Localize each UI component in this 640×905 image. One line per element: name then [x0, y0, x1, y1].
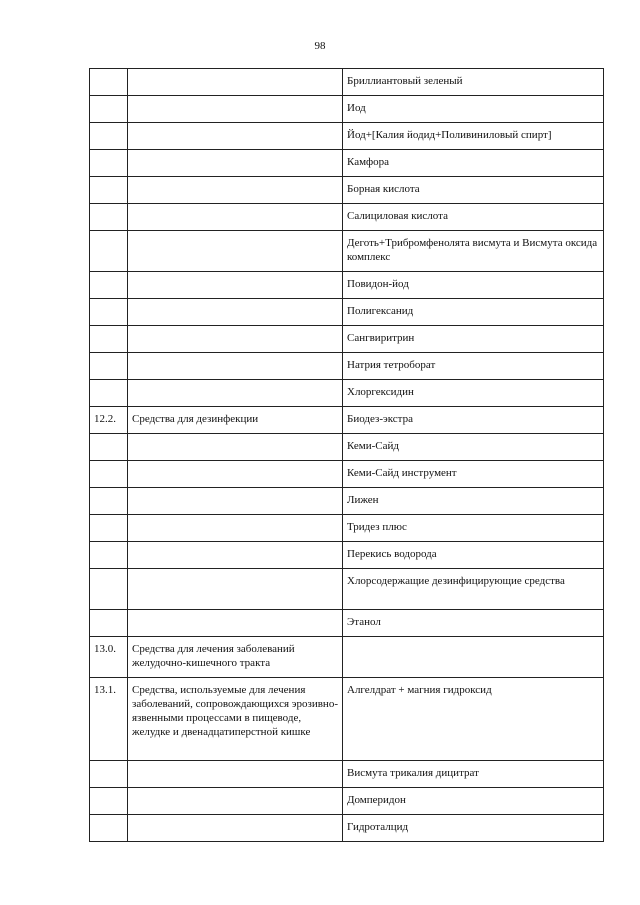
table-row	[90, 434, 604, 461]
group-name	[128, 177, 343, 204]
row-number: 12.2.	[90, 407, 128, 434]
group-name	[128, 788, 343, 815]
row-number	[90, 488, 128, 515]
row-number	[90, 123, 128, 150]
group-name	[128, 610, 343, 637]
item-name: Домперидон	[343, 788, 604, 815]
table-row	[90, 637, 604, 678]
row-number	[90, 272, 128, 299]
table-row	[90, 569, 604, 610]
item-name: Камфора	[343, 150, 604, 177]
group-name	[128, 272, 343, 299]
item-name: Кеми-Сайд	[343, 434, 604, 461]
item-name: Кеми-Сайд инструмент	[343, 461, 604, 488]
row-number	[90, 353, 128, 380]
group-name	[128, 326, 343, 353]
row-number	[90, 177, 128, 204]
group-name	[128, 461, 343, 488]
group-name: Средства для лечения заболеваний желудочно-кишечного тракта	[128, 637, 343, 678]
item-name: Лижен	[343, 488, 604, 515]
row-number	[90, 326, 128, 353]
row-number	[90, 461, 128, 488]
table-row	[90, 761, 604, 788]
row-number	[90, 231, 128, 272]
group-name	[128, 150, 343, 177]
item-name: Йод+[Калия йодид+Поливиниловый спирт]	[343, 123, 604, 150]
item-name: Хлоргексидин	[343, 380, 604, 407]
table-row	[90, 272, 604, 299]
row-number	[90, 299, 128, 326]
table-row	[90, 461, 604, 488]
row-number	[90, 815, 128, 842]
item-name	[343, 637, 604, 678]
group-name	[128, 488, 343, 515]
group-name	[128, 231, 343, 272]
item-name: Тридез плюс	[343, 515, 604, 542]
item-name: Сангвиритрин	[343, 326, 604, 353]
table-row	[90, 788, 604, 815]
table-row	[90, 380, 604, 407]
table-row	[90, 407, 604, 434]
item-name: Иод	[343, 96, 604, 123]
row-number	[90, 761, 128, 788]
group-name: Средства для дезинфекции	[128, 407, 343, 434]
table-row	[90, 488, 604, 515]
row-number: 13.0.	[90, 637, 128, 678]
row-number	[90, 542, 128, 569]
group-name	[128, 761, 343, 788]
row-number	[90, 434, 128, 461]
table-row	[90, 96, 604, 123]
group-name	[128, 204, 343, 231]
row-number	[90, 788, 128, 815]
table-row	[90, 204, 604, 231]
row-number	[90, 380, 128, 407]
table-row	[90, 353, 604, 380]
row-number	[90, 69, 128, 96]
table-row	[90, 150, 604, 177]
group-name	[128, 69, 343, 96]
group-name	[128, 515, 343, 542]
item-name: Деготь+Трибромфенолята висмута и Висмута оксида комплекс	[343, 231, 604, 272]
table-row	[90, 123, 604, 150]
page-number: 98	[314, 40, 326, 52]
table-row	[90, 326, 604, 353]
item-name: Хлорсодержащие дезинфицирующие средства	[343, 569, 604, 610]
group-name	[128, 569, 343, 610]
medicines-table	[89, 68, 604, 842]
item-name: Натрия тетроборат	[343, 353, 604, 380]
row-number	[90, 96, 128, 123]
group-name	[128, 542, 343, 569]
row-number: 13.1.	[90, 678, 128, 761]
table-row	[90, 177, 604, 204]
item-name: Этанол	[343, 610, 604, 637]
item-name: Бриллиантовый зеленый	[343, 69, 604, 96]
table-row	[90, 299, 604, 326]
item-name: Повидон-йод	[343, 272, 604, 299]
group-name: Средства, используемые для лечения заболеваний, сопровождающихся эрозивно- язвенными процессами в пищеводе, желудке и двенадцатиперстной кишке	[128, 678, 343, 761]
table-row	[90, 815, 604, 842]
row-number	[90, 569, 128, 610]
row-number	[90, 610, 128, 637]
group-name	[128, 299, 343, 326]
row-number	[90, 150, 128, 177]
table-row	[90, 515, 604, 542]
table-row	[90, 542, 604, 569]
group-name	[128, 353, 343, 380]
item-name: Перекись водорода	[343, 542, 604, 569]
item-name: Алгелдрат + магния гидроксид	[343, 678, 604, 761]
item-name: Биодез-экстра	[343, 407, 604, 434]
item-name: Салициловая кислота	[343, 204, 604, 231]
row-number	[90, 204, 128, 231]
group-name	[128, 96, 343, 123]
table-row	[90, 231, 604, 272]
group-name	[128, 380, 343, 407]
table-row	[90, 610, 604, 637]
item-name: Борная кислота	[343, 177, 604, 204]
item-name: Гидроталцид	[343, 815, 604, 842]
group-name	[128, 815, 343, 842]
table-row	[90, 678, 604, 761]
table-row	[90, 69, 604, 96]
item-name: Висмута трикалия дицитрат	[343, 761, 604, 788]
group-name	[128, 434, 343, 461]
group-name	[128, 123, 343, 150]
row-number	[90, 515, 128, 542]
item-name: Полигексанид	[343, 299, 604, 326]
